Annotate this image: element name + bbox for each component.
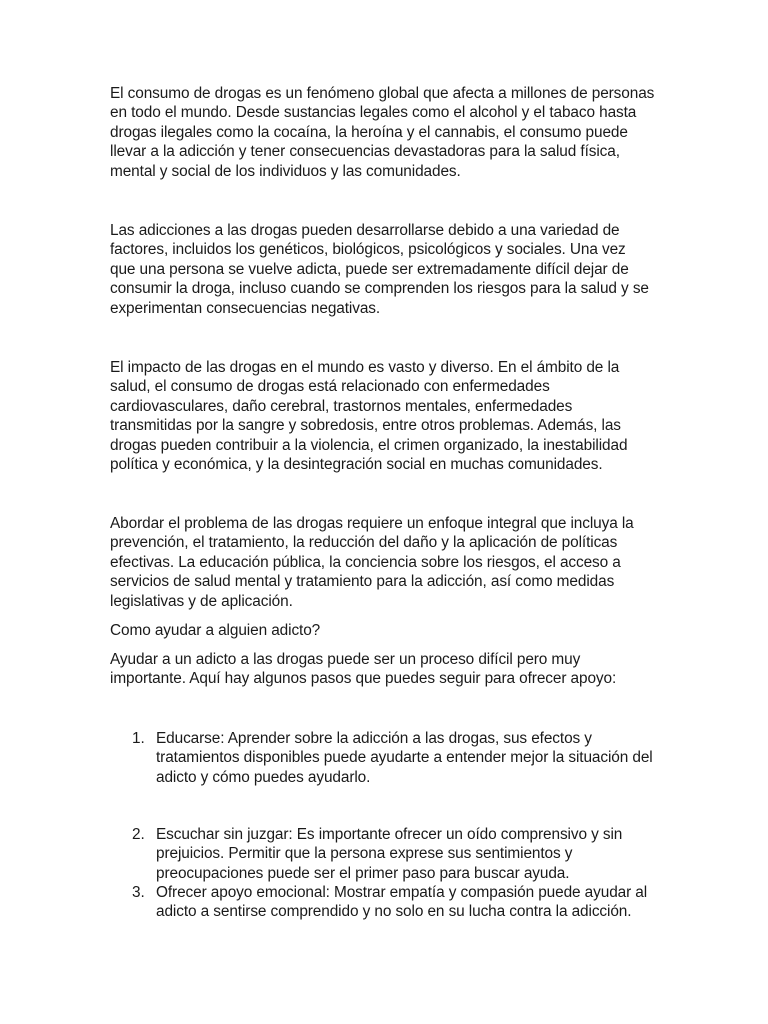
list-item-text: Educarse: Aprender sobre la adicción a las drogas, sus efectos y tratamientos disponibles puede ayudarte a entender mejor la situación del adicto y cómo puedes ayudarlo. — [156, 730, 653, 786]
list-item-number: 2. — [132, 826, 145, 843]
paragraph-approach: Abordar el problema de las drogas requiere un enfoque integral que incluya la prevención, el tratamiento, la reducción del daño y la aplicación de políticas efectivas. La educación pública, la conciencia sobre los riesgos, el acceso a servicios de salud mental y tratamiento para la adicción, así como medidas legislativas y de aplicación. — [110, 515, 634, 610]
list-item-text: Escuchar sin juzgar: Es importante ofrecer un oído comprensivo y sin prejuicios. Permitir que la persona exprese sus sentimientos y preocupaciones puede ser el primer paso para buscar ayuda. — [156, 826, 623, 882]
paragraph-intro: El consumo de drogas es un fenómeno global que afecta a millones de personas en todo el mundo. Desde sustancias legales como el alcohol y el tabaco hasta drogas ilegales como la cocaína, la heroína y el cannabis, el consumo puede llevar a la adicción y tener consecuencias devastadoras para la salud física, mental y social de los individuos y las comunidades. — [110, 85, 655, 180]
list-item-text: Ofrecer apoyo emocional: Mostrar empatía y compasión puede ayudar al adicto a sentirse comprendido y no solo en su lucha contra la adicción. — [156, 884, 648, 921]
paragraph-impact: El impacto de las drogas en el mundo es vasto y diverso. En el ámbito de la salud, el consumo de drogas está relacionado con enfermedades cardiovasculares, daño cerebral, trastornos mentales, enfermedades transmitidas por la sangre y sobredosis, entre otros problemas. Además, las drogas pueden contribuir a la violencia, el crimen organizado, la inestabilidad política y económica, y la desintegración social en muchas comunidades. — [110, 359, 628, 474]
list-item-number: 1. — [132, 730, 145, 747]
paragraph-help-intro: Ayudar a un adicto a las drogas puede ser un proceso difícil pero muy importante. Aquí hay algunos pasos que puedes seguir para ofrecer apoyo: — [110, 651, 617, 688]
list-item-number: 3. — [132, 884, 145, 901]
section-heading-how-to-help: Como ayudar a alguien adicto? — [110, 622, 321, 639]
paragraph-addiction-factors: Las adicciones a las drogas pueden desarrollarse debido a una variedad de factores, incluidos los genéticos, biológicos, psicológicos y sociales. Una vez que una persona se vuelve adicta, puede ser extremadamente difícil dejar de consumir la droga, incluso cuando se comprenden los riesgos para la salud y se experimentan consecuencias negativas. — [110, 222, 649, 317]
